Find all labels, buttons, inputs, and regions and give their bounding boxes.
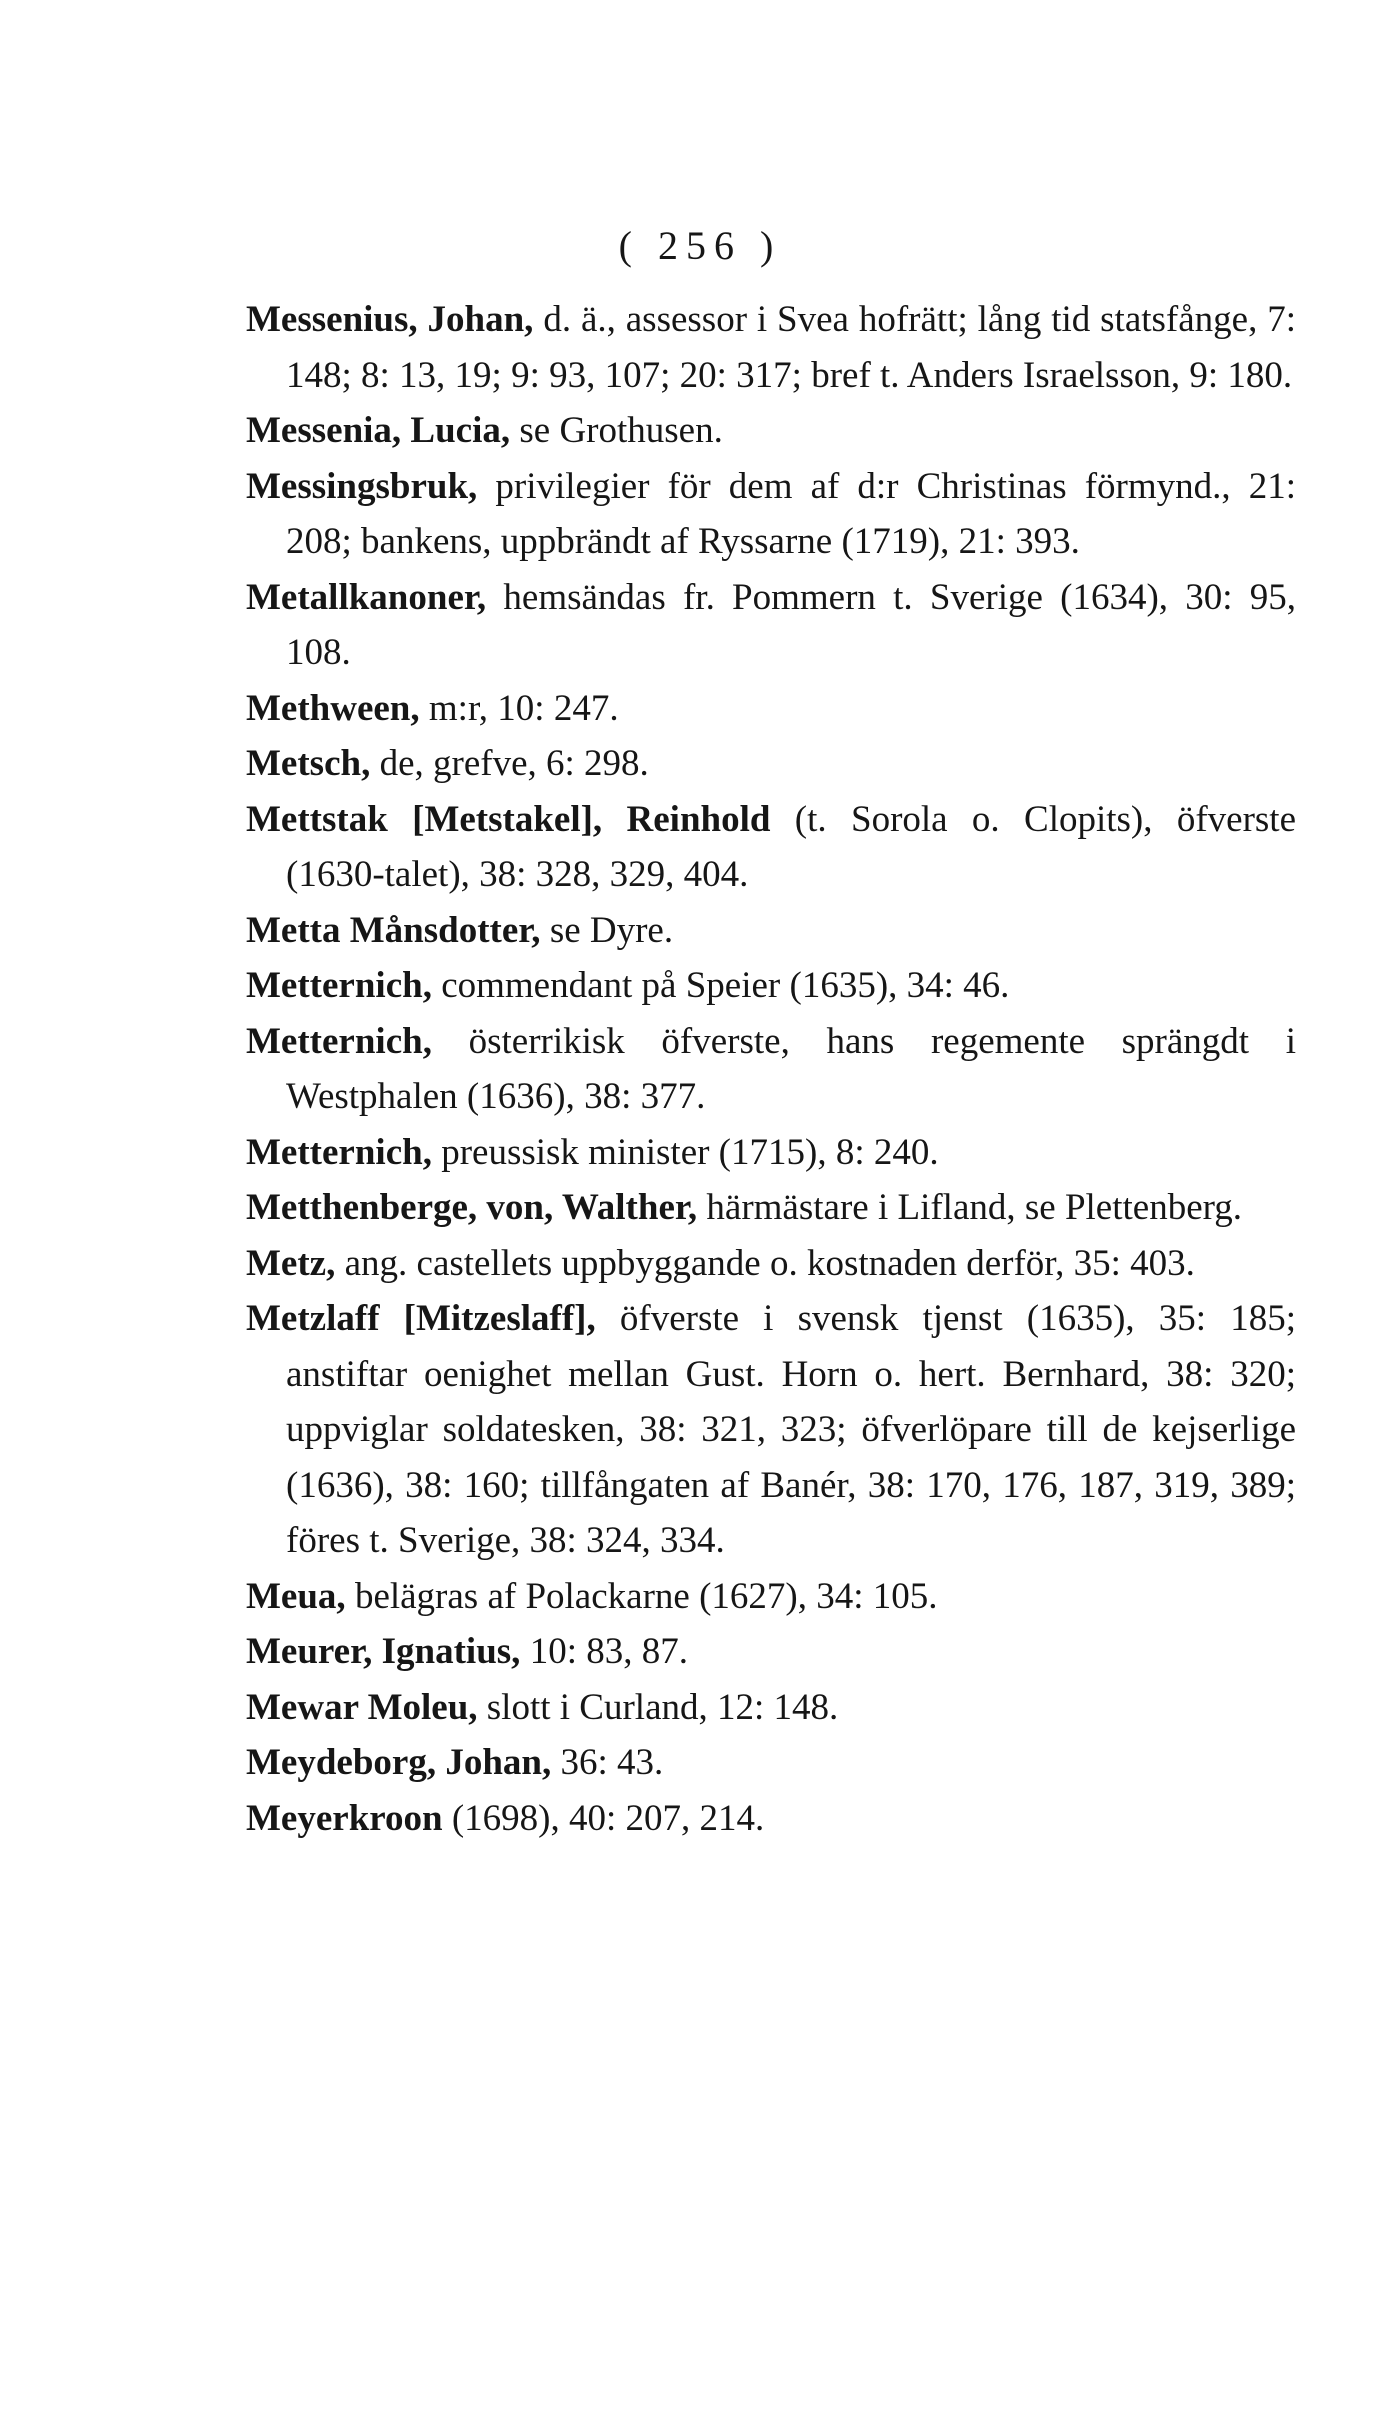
entry-headword: Metzlaff [Mitzeslaff], [246, 1298, 596, 1339]
entry-text: privilegier för dem af d:r Christinas förmynd., 21: 208; bankens, uppbrändt af Ryssarne (1719), 21: 393. [286, 465, 1296, 562]
entry-text: commendant på Speier (1635), 34: 46. [441, 965, 1010, 1006]
entry-headword: Metternich, [246, 1131, 432, 1173]
page-number: ( 256 ) [618, 223, 782, 268]
entry-text: slott i Curland, 12: 148. [486, 1686, 839, 1728]
index-entry [246, 958, 1296, 1014]
entry-headword: Meurer, Ignatius, [246, 1631, 521, 1672]
entry-text: (t. Sorola o. Clopits), öfverste (1630-talet), 38: 328, 329, 404. [286, 798, 1297, 895]
index-entry [246, 292, 1296, 403]
index-entry [246, 1236, 1296, 1292]
entry-text: (1698), 40: 207, 214. [451, 1797, 765, 1839]
entry-text: österrikisk öfverste, hans regemente sprängdt i Westphalen (1636), 38: 377. [286, 1020, 1296, 1117]
entry-headword: Metallkanoner, [246, 576, 487, 618]
entry-text: preussisk minister (1715), 8: 240. [441, 1131, 939, 1173]
entry-text: härmästare i Lifland, se Plettenberg. [706, 1187, 1243, 1228]
index-entry [246, 1680, 1296, 1736]
index-entry [246, 1735, 1296, 1791]
index-entry [246, 1624, 1296, 1680]
entry-headword: Metthenberge, von, Walther, [246, 1187, 698, 1228]
index-entry [246, 459, 1296, 570]
entry-headword: Methween, [246, 687, 420, 729]
entry-text: belägras af Polackarne (1627), 34: 105. [354, 1575, 938, 1617]
entry-headword: Mettstak [Metstakel], Reinhold [246, 798, 771, 840]
index-entry [246, 570, 1296, 681]
index-entries [246, 292, 1296, 1846]
index-entry [246, 681, 1296, 737]
index-entry [246, 792, 1296, 903]
entry-headword: Metsch, [246, 743, 371, 784]
index-entry [246, 1291, 1296, 1569]
entry-headword: Messenius, Johan, [246, 299, 534, 340]
entry-headword: Mewar Moleu, [246, 1686, 478, 1728]
index-entry [246, 1569, 1296, 1625]
index-entry [246, 1180, 1296, 1236]
entry-text: 10: 83, 87. [529, 1631, 688, 1672]
entry-text: d. ä., assessor i Svea hofrätt; lång tid statsfånge, 7: 148; 8: 13, 19; 9: 93, 107; 20: 317; bref t. Anders Israelsson, 9: 180. [286, 299, 1297, 396]
index-entry [246, 403, 1296, 459]
entry-headword: Meydeborg, Johan, [246, 1742, 552, 1783]
entry-headword: Metternich, [246, 965, 432, 1006]
entry-headword: Meua, [246, 1575, 346, 1617]
index-entry [246, 903, 1296, 959]
entry-headword: Meyerkroon [246, 1797, 443, 1839]
entry-headword: Messenia, Lucia, [246, 410, 511, 451]
entry-text: m:r, 10: 247. [428, 687, 619, 729]
entry-text: de, grefve, 6: 298. [379, 743, 649, 784]
entry-text: se Grothusen. [519, 410, 723, 451]
index-entry [246, 1791, 1296, 1847]
index-entry [246, 1014, 1296, 1125]
entry-headword: Messingsbruk, [246, 465, 478, 507]
entry-text: öfverste i svensk tjenst (1635), 35: 185; anstiftar oenighet mellan Gust. Horn o. hert. Bernhard, 38: 320; uppviglar soldatesken, 38: 321, 323; öfverlöpare till de kejserlige (1636), 38: 160; tillfångaten af Banér, 38: 170, 176, 187, 319, 389; föres t. Sverige, 38: 324, 334. [286, 1298, 1296, 1561]
index-entry [246, 736, 1296, 792]
entry-text: ang. castellets uppbyggande o. kostnaden derför, 35: 403. [344, 1242, 1195, 1284]
entry-headword: Metta Månsdotter, [246, 909, 541, 951]
entry-headword: Metternich, [246, 1020, 432, 1062]
entry-text: se Dyre. [549, 909, 674, 951]
index-entry [246, 1125, 1296, 1181]
entry-headword: Metz, [246, 1242, 336, 1284]
entry-text: hemsändas fr. Pommern t. Sverige (1634), 30: 95, 108. [286, 576, 1297, 673]
entry-text: 36: 43. [560, 1742, 664, 1783]
